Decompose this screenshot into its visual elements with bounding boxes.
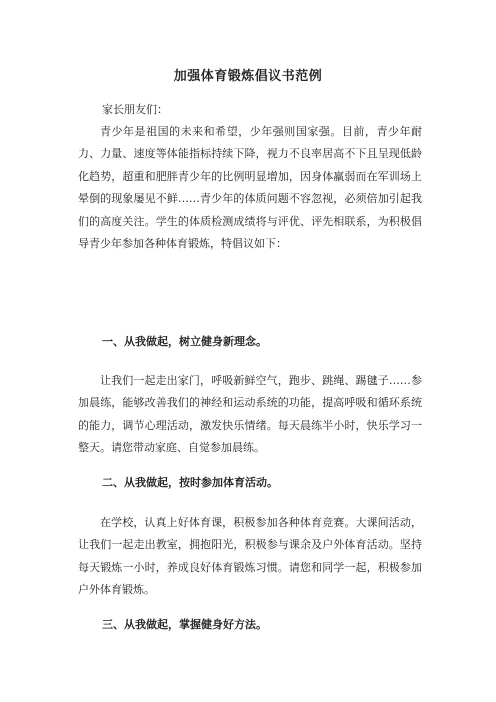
intro-paragraph: 青少年是祖国的未来和希望，少年强则国家强。目前，青少年耐力、力量、速度等体能指标持续下降，视力不良率居高不下且呈现低龄化趋势，超重和肥胖青少年的比例明显增加，因身体羸弱而在军训场上晕倒的现象屡见不鲜……青少年的体质问题不容忽视，必须倍加引起我们的高度关注。学生的体质检测成绩将与评优、评先相联系，为积极倡导青少年参加各种体育锻炼，特倡议如下： (78, 125, 422, 251)
section-2-paragraph: 在学校，认真上好体育课，积极参加各种体育竞赛。大课间活动，让我们一起走出教室，拥抱阳光，积极参与课余及户外体育活动。坚持每天锻炼一小时，养成良好体育锻炼习惯。请您和同学一起，积极参加户外体育锻炼。 (78, 516, 422, 597)
section-heading-1: 一、从我做起，树立健身新理念。 (102, 335, 267, 348)
section-1-paragraph: 让我们一起走出家门，呼吸新鲜空气，跑步、跳绳、踢毽子……参加晨练，能够改善我们的神经和运动系统的功能，提高呼吸和循环系统的能力，调节心理活动，激发快乐情绪。每天晨练半小时，快乐学习一整天。请您带动家庭、自觉参加晨练。 (78, 374, 422, 455)
section-heading-3: 三、从我做起，掌握健身好方法。 (102, 618, 267, 631)
salutation: 家长朋友们： (102, 103, 168, 116)
document-title: 加强体育锻炼倡议书范例 (173, 69, 323, 84)
section-heading-2: 二、从我做起，按时参加体育活动。 (102, 476, 278, 489)
